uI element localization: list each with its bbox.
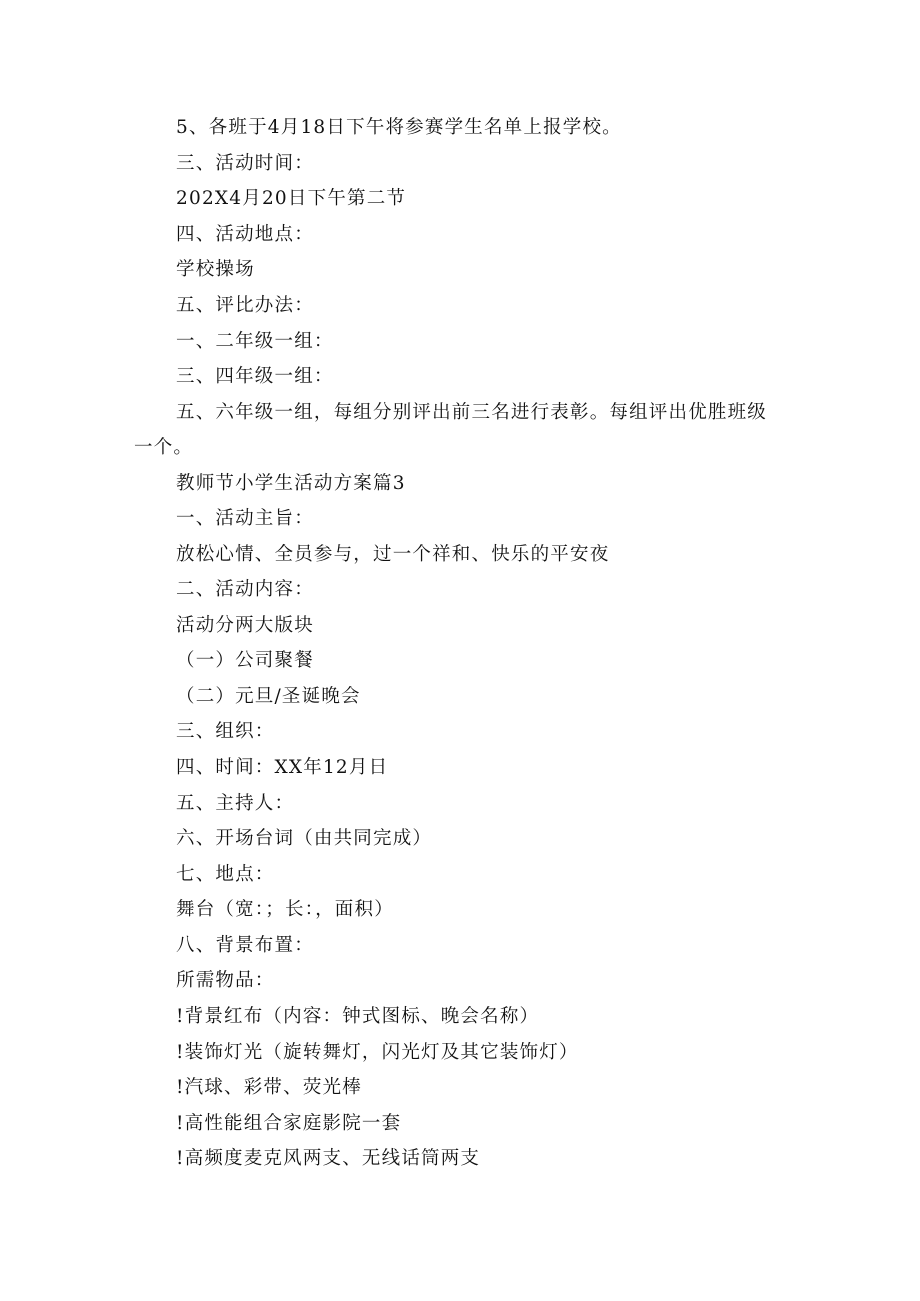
section-heading: 二、活动内容： xyxy=(176,579,314,600)
section-heading: 四、活动地点： xyxy=(176,224,314,245)
text-line: 放松心情、全员参与，过一个祥和、快乐的平安夜 xyxy=(176,544,610,565)
text-line: （一）公司聚餐 xyxy=(176,650,314,671)
text-line: 202X4月20日下午第二节 xyxy=(176,188,407,209)
section-heading: 六、开场台词（由共同完成） xyxy=(176,828,433,849)
section-heading: 四、时间：XX年12月日 xyxy=(176,757,389,778)
text-line: 舞台（宽：；长：，面积） xyxy=(176,899,394,920)
text-line-continuation: 一个。 xyxy=(134,437,194,458)
text-line: （二）元旦/圣诞晚会 xyxy=(176,686,361,707)
text-line: 5、各班于4月18日下午将参赛学生名单上报学校。 xyxy=(176,117,622,138)
section-heading: 三、活动时间： xyxy=(176,153,314,174)
list-item: !装饰灯光（旋转舞灯，闪光灯及其它装饰灯） xyxy=(176,1042,579,1063)
text-line: 活动分两大版块 xyxy=(176,615,314,636)
text-line: 所需物品： xyxy=(176,970,275,991)
document-title: 教师节小学生活动方案篇3 xyxy=(176,473,406,494)
section-heading: 五、评比办法： xyxy=(176,295,314,316)
section-heading: 七、地点： xyxy=(176,864,275,885)
list-item: !高性能组合家庭影院一套 xyxy=(176,1113,402,1134)
text-line: 一、二年级一组： xyxy=(176,331,334,352)
list-item: !背景红布（内容：钟式图标、晚会名称） xyxy=(176,1006,540,1027)
text-line: 学校操场 xyxy=(176,259,255,280)
section-heading: 三、组织： xyxy=(176,721,275,742)
text-line: 三、四年级一组： xyxy=(176,366,334,387)
list-item: !高频度麦克风两支、无线话筒两支 xyxy=(176,1148,481,1169)
list-item: !汽球、彩带、荧光棒 xyxy=(176,1077,362,1098)
text-line: 五、六年级一组，每组分别评出前三名进行表彰。每组评出优胜班级 xyxy=(176,402,768,423)
section-heading: 五、主持人： xyxy=(176,793,295,814)
section-heading: 一、活动主旨： xyxy=(176,508,314,529)
section-heading: 八、背景布置： xyxy=(176,935,314,956)
